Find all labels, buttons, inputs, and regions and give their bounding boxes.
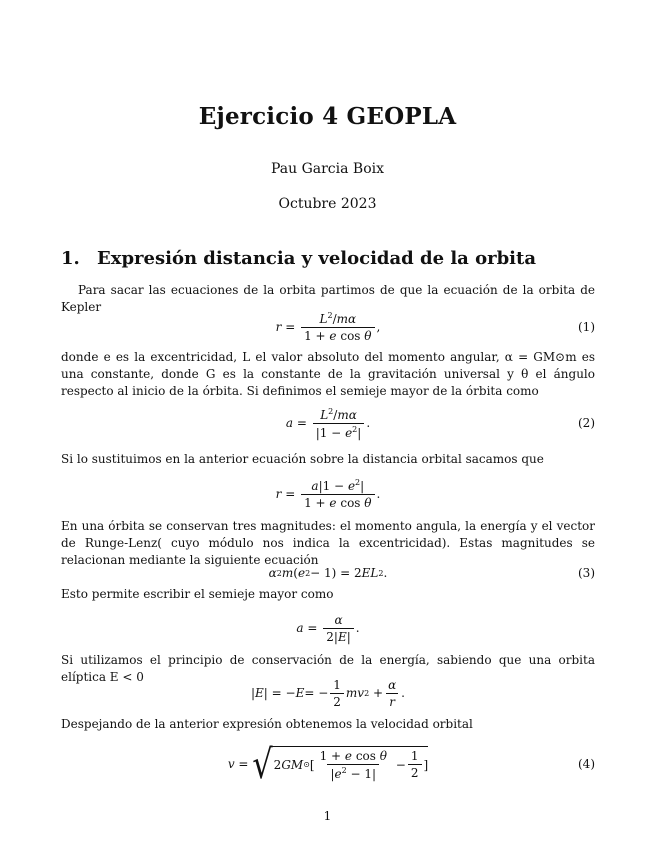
paragraph-semimajor: Esto permite escribir el semieje mayor como <box>61 587 334 601</box>
equation-number: (2) <box>578 416 595 430</box>
fraction: $\frac{\alpha}{2|E|}$ <box>323 613 354 644</box>
equation-4: v = √ 2 GM ⊙ [ $\frac{\text{1 + e cos θ}}{|e^2 - 1|}$ − $\frac{1}{2}$ ] (4) <box>227 740 595 788</box>
fraction: $\frac{a|1 - e^2|}{\text{1 + e cos θ}}$ <box>301 478 374 510</box>
paragraph-energy: Si utilizamos el principio de conservación de la energía, sabiendo que una orbita elíptica E < 0 <box>61 653 595 684</box>
fraction: $\frac{L^2/m\alpha}{\text{1 + e cos θ}}$ <box>301 311 374 343</box>
document-date: Octubre 2023 <box>278 196 377 212</box>
fraction: $\frac{\text{1 + e cos θ}}{|e^2 - 1|}$ <box>319 748 387 781</box>
equation-2: a = $\frac{L^2/m\alpha}{|1 - e^2|}$ . (2) <box>285 406 595 440</box>
author-name: Pau Garcia Boix <box>270 161 385 177</box>
paragraph-intro: Para sacar las ecuaciones de la orbita partimos de que la ecuación de la orbita de Kepler <box>61 283 595 314</box>
paragraph-substitution: Si lo sustituimos en la anterior ecuación sobre la distancia orbital sacamos que <box>61 452 544 466</box>
equation-3: α 2 m ( e 2 − 1) = 2 EL 2 . (3) <box>268 566 595 580</box>
square-root: √ 2 GM ⊙ [ $\frac{\text{1 + e cos θ}}{|e^2 - 1|}$ − $\frac{1}{2}$ ] <box>252 740 429 788</box>
paragraph-conserved-quantities: En una órbita se conservan tres magnitudes: el momento angula, la energía y el vector de Runge-Lenz( cuyo módulo nos indica la excentricidad). Estas magnitudes se relacionan mediante la siguiente ecuación <box>61 519 595 567</box>
equation-number: (1) <box>578 320 595 334</box>
paragraph-velocity: Despejando de la anterior expresión obtenemos la velocidad orbital <box>61 717 473 731</box>
section-number: 1. <box>61 248 80 269</box>
page-number: 1 <box>323 809 332 823</box>
equation-number: (3) <box>578 566 595 580</box>
equation-semimajor-axis: a = $\frac{\alpha}{2|E|}$ . <box>296 612 360 644</box>
section-title: Expresión distancia y velocidad de la orbita <box>97 248 536 269</box>
fraction: $\frac{1}{2}$ <box>408 749 422 780</box>
fraction: $\frac{\alpha}{r}$ <box>388 677 397 709</box>
section-heading <box>61 248 536 269</box>
document-title: Ejercicio 4 GEOPLA <box>198 103 457 130</box>
equation-number: (4) <box>578 757 595 771</box>
fraction: $\frac{L^2/m\alpha}{|1 - e^2|}$ <box>313 407 365 440</box>
equation-energy: | E | = − E = − $\frac{1}{2}$ mv 2 + $\frac{\alpha}{r}$ . <box>250 677 405 709</box>
paragraph-definitions: donde e es la excentricidad, L el valor absoluto del momento angular, α = GM⊙m es una constante, donde G es la constante de la gravitación universal y θ el ángulo respecto al inicio de la órbita. Si definimos el semieje mayor de la órbita como <box>61 350 595 398</box>
fraction: $\frac{1}{2}$ <box>330 678 344 709</box>
equation-orbit-distance: r = $\frac{a|1 - e^2|}{\text{1 + e cos θ}}$ . <box>275 478 381 510</box>
equation-1: r = $\frac{L^2/m\alpha}{\text{1 + e cos θ}}$ , (1) <box>275 311 595 343</box>
